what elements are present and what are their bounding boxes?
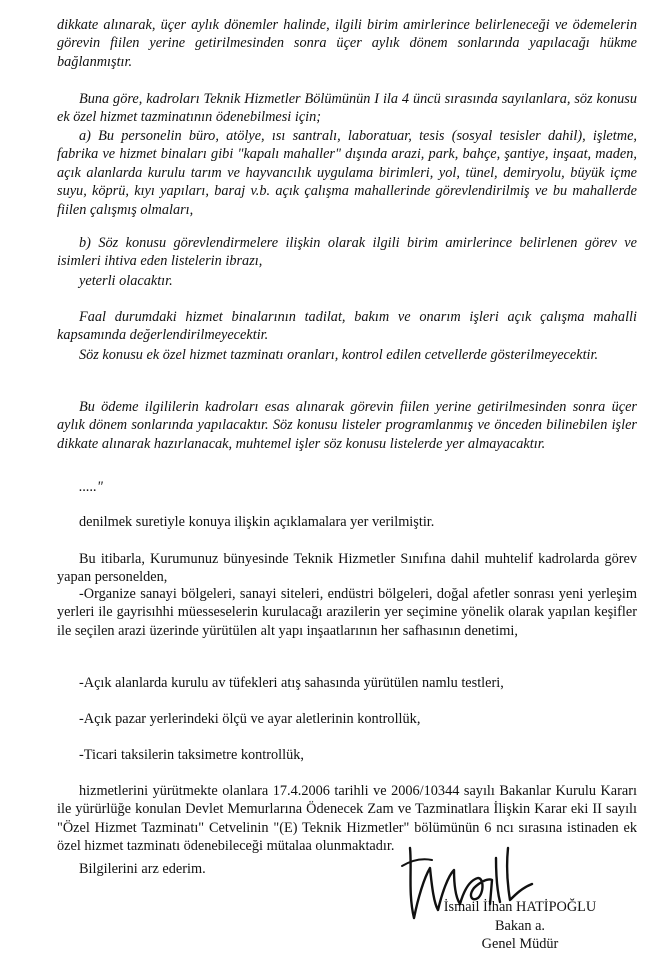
signature-block [410,898,630,954]
signatory-name: İsmail İlhan HATİPOĞLU [443,899,597,915]
signatory-title-2: Genel Müdür [481,936,559,952]
paragraph-sufficient: yeterli olacaktır. [79,273,173,289]
paragraph-bu-itibarla: Bu itibarla, Kurumunuz bünyesinde Teknik Hizmetler Sınıfına dahil muhtelif kadrolarda görev yapan personelden, [57,551,637,586]
paragraph-payment: Bu ödeme ilgililerin kadroları esas alınarak görevin fiilen yerine getirilmesinden sonra üçer aylık dönem sonlarında yapılacaktır. Söz konusu listeler programlanmış ve önceden bilinebilen işler dikkate alınarak hazırlanacak, muhtemel işler söz konusu listelerde yer almayacaktır. [57,399,637,452]
paragraph-conclusion: hizmetlerini yürütmekte olanlara 17.4.2006 tarihli ve 2006/10344 sayılı Bakanlar Kurulu Kararı ile yürürlüğe konulan Devlet Memurlarına Ödenecek Zam ve Tazminatlara İlişkin Karar eki II sayılı "Özel Hizmet Tazminatı" Cetvelinin "(E) Teknik Hizmetler" bölümünün 6 ncı sırasına istinaden ek özel hizmet tazminatı ödenebileceği mütalaa olunmaktadır. [57,783,637,855]
closing-line: Bilgilerini arz ederim. [79,861,206,877]
paragraph-active-buildings: Faal durumdaki hizmet binalarının tadilat, bakım ve onarım işleri açık çalışma mahalli kapsamında değerlendirilmeyecektir. [57,309,637,344]
paragraph-1: dikkate alınarak, üçer aylık dönemler halinde, ilgili birim amirlerince belirleneceği ve ödemelerin görevin fiilen yerine getirilmesinden sonra üçer aylık dönem sonlarında yapılacağı hükme bağlanmıştır. [57,17,637,70]
paragraph-denilmek: denilmek suretiyle konuya ilişkin açıklamalara yer verilmiştir. [79,514,435,530]
list-item-taxi: -Ticari taksilerin taksimetre kontrollük, [79,747,305,763]
paragraph-2: Buna göre, kadroları Teknik Hizmetler Bölümünün I ila 4 üncü sırasında sayılanlara, söz konusu ek özel hizmet tazminatının ödenebilmesi için; [57,91,637,126]
quote-end: ....." [79,479,103,495]
list-item-shooting-range: -Açık alanlarda kurulu av tüfekleri atış sahasında yürütülen namlu testleri, [79,675,504,691]
list-item-organize: -Organize sanayi bölgeleri, sanayi siteleri, endüstri bölgeleri, doğal afetler sonrası yeni yerleşim yerleri ile gayrisıhhi müesseselerin kurulacağı arazilerin yer seçimine yönelik olarak yapılan keşifler ile seçilen arazi üzerinde yürütülen alt yapı inşaatlarının her safhasının denetimi, [57,586,637,639]
paragraph-a: a) Bu personelin büro, atölye, ısı santralı, laboratuar, tesis (sosyal tesisler dahil), işletme, fabrika ve hizmet binaları gibi "kapalı mahaller" dışında arazi, park, bahçe, şantiye, inşaat, maden, açık alanlarda kurulu tarım ve hayvancılık uygulama birimleri, yol, tünel, demiryolu, büyük içme suyu, köprü, kıyı yapıları, baraj v.b. açık çalışma mahallerinde görevlendirilmiş ve bu mahallerde fiilen çalışmış olmaları, [57,128,637,218]
list-item-market: -Açık pazar yerlerindeki ölçü ve ayar aletlerinin kontrollük, [79,711,421,727]
paragraph-rates: Söz konusu ek özel hizmet tazminatı oranları, kontrol edilen cetvellerde gösterilmeyecektir. [79,347,599,363]
signatory-title-1: Bakan a. [494,917,546,934]
paragraph-b: b) Söz konusu görevlendirmelere ilişkin olarak ilgili birim amirlerince belirlenen görev ve isimleri ihtiva eden listelerin ibrazı, [57,235,637,270]
